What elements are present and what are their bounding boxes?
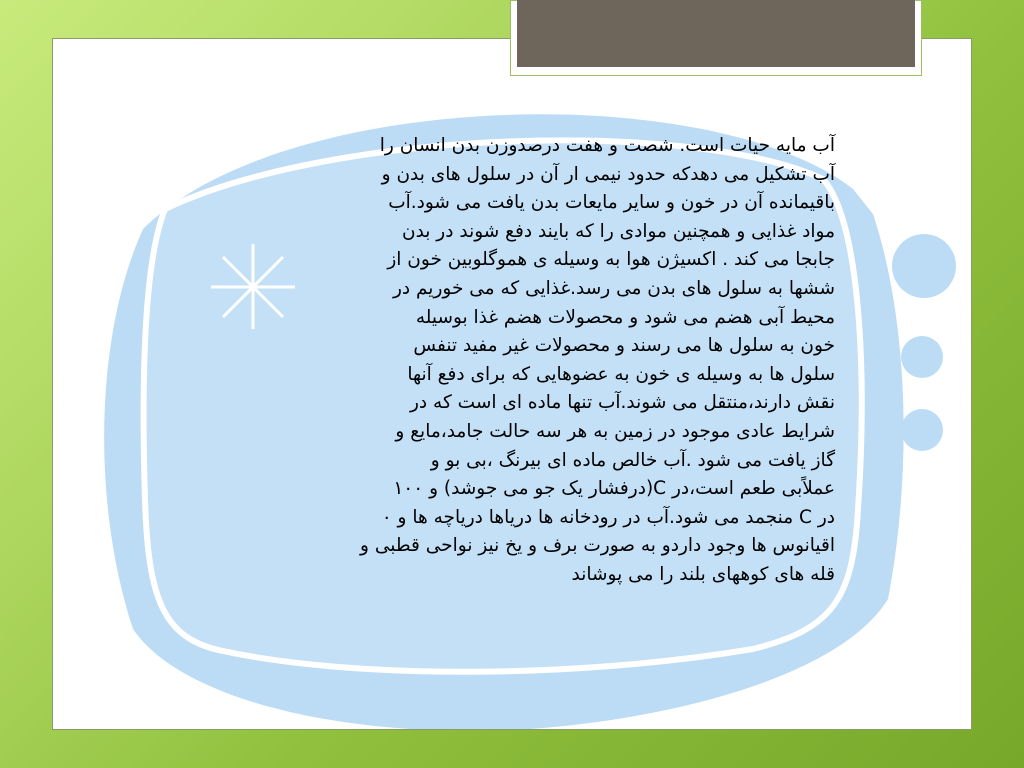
body-line: گاز یافت می شود .آب خالص ماده ای بیرنگ ،بی بو و [430, 449, 835, 471]
decorative-circle-medium [901, 336, 943, 378]
title-bar [517, 0, 915, 67]
body-line: ششها به سلول های بدن می رسد.غذایی که می خوریم در [392, 277, 835, 299]
title-placeholder-tab [510, 0, 922, 76]
body-line: عملاًبی طعم است،در C(درفشار یک جو می جوشد) و ۱۰۰ [393, 478, 835, 500]
body-line: قله های کوههای بلند را می پوشاند [571, 563, 835, 585]
slide-body-text [195, 132, 835, 590]
body-line: جابجا می کند . اکسیژن هوا به وسیله ی هموگلوبین خون از [387, 249, 835, 271]
body-line: اقیانوس ها وجود داردو به صورت برف و یخ نیز نواحی قطبی و [360, 535, 835, 557]
body-line: خون به سلول ها می رسند و محصولات غیر مفید تنفس [413, 335, 835, 357]
body-line: محیط آبی هضم می شود و محصولات هضم غذا بوسیله [415, 306, 835, 328]
body-line: باقیمانده آن در خون و سایر مایعات بدن یافت می شود.آب [388, 192, 835, 214]
body-line: آب تشکیل می دهدکه حدود نیمی ار آن در سلول های بدن و [381, 163, 835, 185]
body-line: نقش دارند،منتقل می شوند.آب تنها ماده ای است که در [410, 392, 835, 414]
body-line: سلول ها به وسیله ی خون به عضوهایی که برای دفع آنها [407, 363, 835, 385]
body-line: در C منجمد می شود.آب در رودخانه ها دریاها دریاچه ها و ۰ [381, 506, 835, 528]
decorative-circle-large [892, 234, 956, 298]
body-line: شرایط عادی موجود در زمین به هر سه حالت جامد،مایع و [395, 420, 835, 442]
body-line: مواد غذایی و همچنین موادی را که بایند دفع شوند در بدن [401, 220, 835, 242]
decorative-circle-small [901, 409, 943, 451]
body-line: آب مایه حیات است. شصت و هفت درصدوزن بدن انسان را [379, 135, 835, 156]
